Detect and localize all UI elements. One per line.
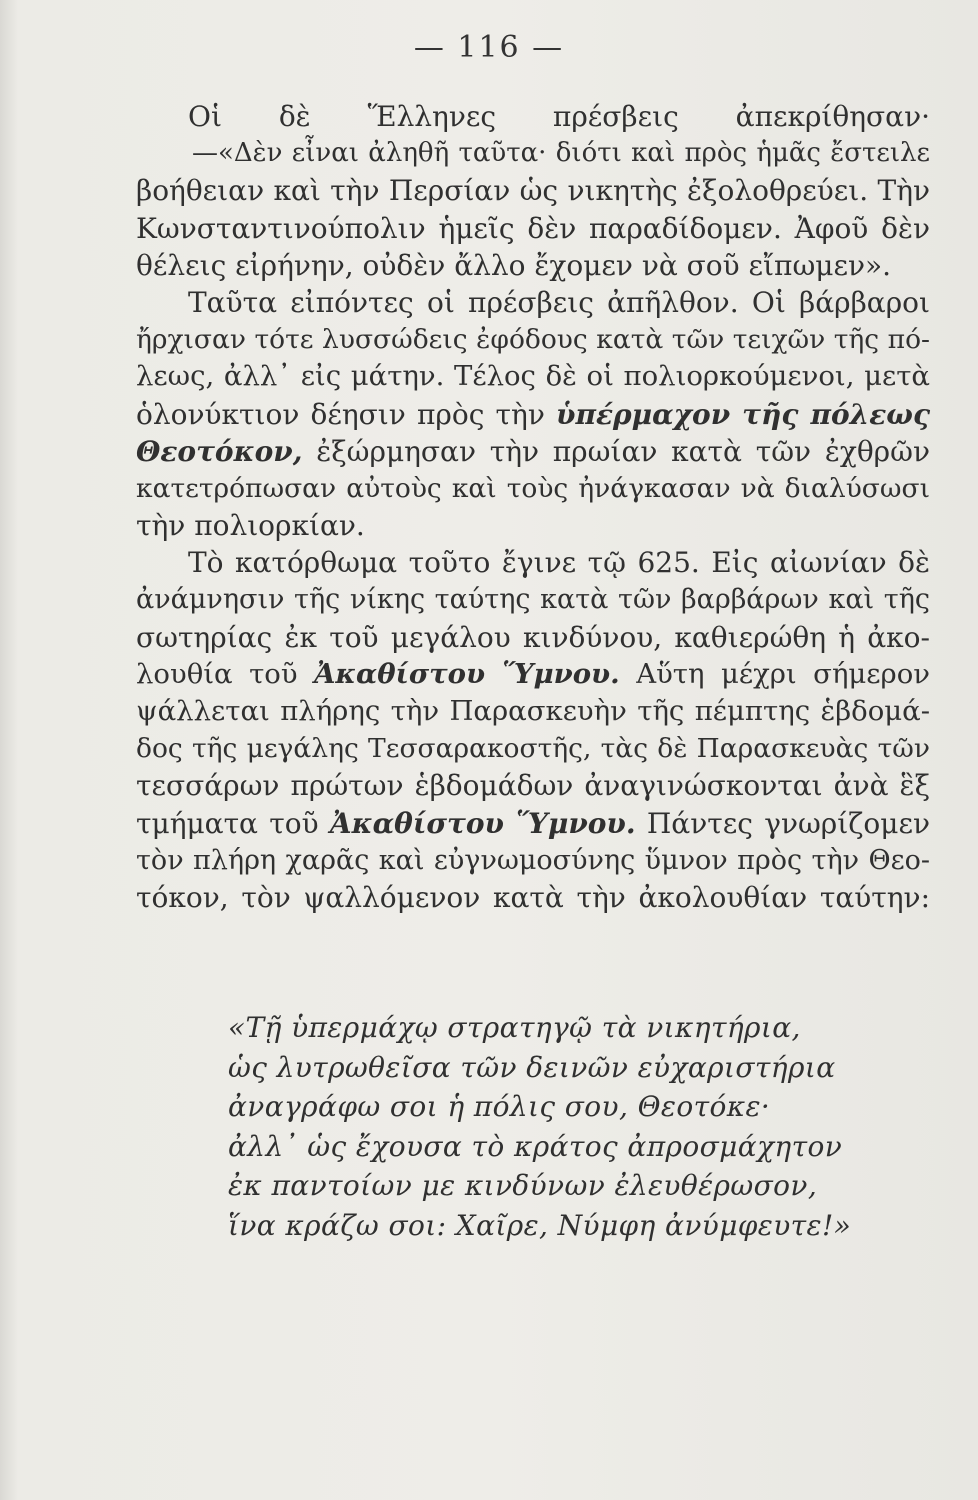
hymn-line: ἐκ παντοίων με κινδύνων ἐλευθέρωσον,: [228, 1169, 818, 1203]
text-line: τμήματα τοῦ Ἀκαθίστου Ὕμνου. Πάντες γνωρίζομεν: [136, 806, 930, 840]
text-line: τὸν πλήρη χαρᾶς καὶ εὐγνωμοσύνης ὕμνον πρὸς τὴν Θεο-: [136, 844, 930, 876]
text-line: κατετρόπωσαν αὐτοὺς καὶ τοὺς ἠνάγκασαν νὰ διαλύσωσι: [136, 472, 930, 504]
text-line: Θεοτόκον, ἐξώρμησαν τὴν πρωίαν κατὰ τῶν ἐχθρῶν: [136, 434, 930, 468]
emphasis: Θεοτόκον,: [136, 434, 303, 468]
text-line: —«Δὲν εἶναι ἀληθῆ ταῦτα· διότι καὶ πρὸς ἡμᾶς ἔστειλε: [192, 138, 930, 169]
emphasis: Ἀκαθίστου Ὕμνου.: [314, 657, 620, 690]
text-line: λουθία τοῦ Ἀκαθίστου Ὕμνου. Αὕτη μέχρι σήμερον: [136, 657, 930, 690]
hymn-line: ἀναγράφω σοι ἡ πόλις σου, Θεοτόκε·: [228, 1090, 771, 1124]
hymn-quote: [228, 1008, 918, 1246]
text-line: Οἱ δὲ Ἕλληνες πρέσβεις ἀπεκρίθησαν·: [188, 100, 930, 133]
text-line: τόκον, τὸν ψαλλόμενον κατὰ τὴν ἀκολουθίαν ταύτην:: [136, 880, 930, 914]
text-line: λεως, ἀλλ᾽ εἰς μάτην. Τέλος δὲ οἱ πολιορκούμενοι, μετὰ: [136, 360, 930, 393]
text-line: θέλεις εἰρήνην, οὐδὲν ἄλλο ἔχομεν νὰ σοῦ εἴπωμεν».: [136, 248, 892, 282]
body-text: [136, 98, 930, 916]
text-line: τεσσάρων πρώτων ἑβδομάδων ἀναγινώσκονται ἀνὰ ἓξ: [136, 769, 930, 803]
hymn-line: ἵνα κράζω σοι: Χαῖρε, Νύμφη ἀνύμφευτε!»: [228, 1208, 852, 1242]
text-line: ὁλονύκτιον δέησιν πρὸς τὴν ὑπέρμαχον τῆς πόλεως: [136, 397, 930, 431]
text-line: βοήθειαν καὶ τὴν Περσίαν ὡς νικητὴς ἐξολοθρεύει. Τὴν: [136, 174, 930, 208]
emphasis: Ἀκαθίστου Ὕμνου.: [329, 806, 636, 840]
text-line: ἤρχισαν τότε λυσσώδεις ἐφόδους κατὰ τῶν τειχῶν τῆς πό-: [136, 324, 930, 356]
text-line: δος τῆς μεγάλης Τεσσαρακοστῆς, τὰς δὲ Παρασκευὰς τῶν: [136, 733, 930, 765]
text-line: ἀνάμνησιν τῆς νίκης ταύτης κατὰ τῶν βαρβάρων καὶ τῆς: [136, 584, 930, 616]
emphasis: ὑπέρμαχον τῆς πόλεως: [556, 397, 930, 431]
text-line: Κωνσταντινούπολιν ἡμεῖς δὲν παραδίδομεν. Ἀφοῦ δὲν: [136, 211, 930, 245]
text-line: τὴν πολιορκίαν.: [136, 509, 365, 543]
text-line: Ταῦτα εἰπόντες οἱ πρέσβεις ἀπῆλθον. Οἱ βάρβαροι: [188, 285, 930, 319]
text-line: ψάλλεται πλήρης τὴν Παρασκευὴν τῆς πέμπτης ἑβδομά-: [136, 695, 930, 727]
hymn-line: ὡς λυτρωθεῖσα τῶν δεινῶν εὐχαριστήρια: [228, 1050, 836, 1084]
text-line: σωτηρίας ἐκ τοῦ μεγάλου κινδύνου, καθιερώθη ἡ ἀκο-: [136, 620, 930, 654]
hymn-line: ἀλλ᾽ ὡς ἔχουσα τὸ κράτος ἀπροσμάχητον: [228, 1129, 843, 1163]
page-number: — 116 —: [413, 30, 565, 65]
text-line: Τὸ κατόρθωμα τοῦτο ἔγινε τῷ 625. Εἰς αἰωνίαν δὲ: [188, 546, 930, 580]
hymn-line: «Τῇ ὑπερμάχῳ στρατηγῷ τὰ νικητήρια,: [228, 1011, 801, 1044]
